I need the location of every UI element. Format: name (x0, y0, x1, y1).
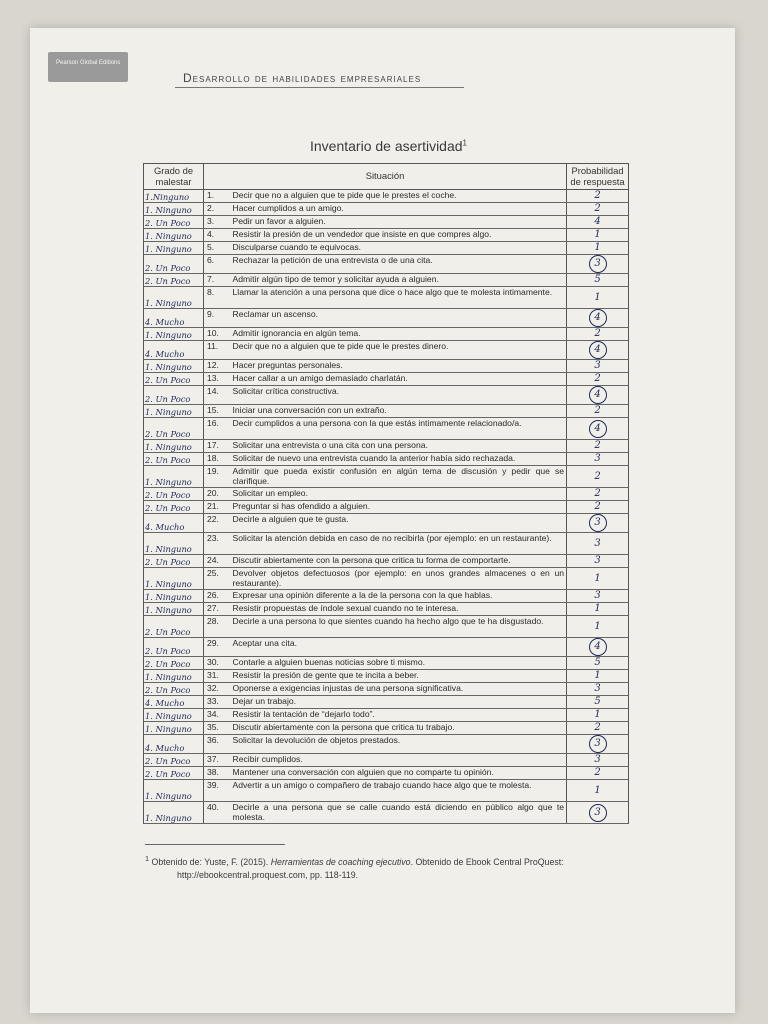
grado-malestar-cell: 2. Un Poco (144, 638, 204, 657)
situation-text: Solicitar de nuevo una entrevista cuando la anterior había sido rechazada. (231, 453, 567, 466)
grado-malestar-cell: 1. Ninguno (144, 802, 204, 824)
table-row (144, 780, 629, 802)
table-row (144, 514, 629, 533)
table-row (144, 203, 629, 216)
probability-value: 2 (594, 501, 601, 513)
probability-cell (567, 555, 629, 568)
page-title: Inventario de asertividad$^1$ (310, 138, 467, 154)
table-row (144, 754, 629, 767)
probability-cell (567, 405, 629, 418)
item-number: 13. (204, 373, 231, 386)
item-number: 25. (204, 568, 231, 590)
circled-probability-value: 4 (589, 420, 607, 438)
table-row (144, 440, 629, 453)
item-number: 39. (204, 780, 231, 802)
publisher-logo (48, 52, 128, 82)
item-number: 12. (204, 360, 231, 373)
circled-probability-value: 4 (589, 386, 607, 404)
probability-cell (567, 616, 629, 638)
item-number: 19. (204, 466, 231, 488)
probability-value: 2 (594, 203, 601, 215)
item-number: 26. (204, 590, 231, 603)
situation-text: Disculparse cuando te equivocas. (231, 242, 567, 255)
probability-value: 5 (594, 274, 601, 286)
probability-value: 2 (594, 328, 601, 340)
grado-malestar-cell: 2. Un Poco (144, 453, 204, 466)
situation-text: Solicitar la atención debida en caso de no recibirla (por ejemplo: en un restaurante). (231, 533, 567, 555)
situation-text: Hacer callar a un amigo demasiado charlatán. (231, 373, 567, 386)
probability-cell (567, 533, 629, 555)
probability-cell (567, 722, 629, 735)
table-row (144, 568, 629, 590)
grado-malestar-cell: 1. Ninguno (144, 780, 204, 802)
item-number: 34. (204, 709, 231, 722)
situation-text: Admitir ignorancia en algún tema. (231, 328, 567, 341)
table-row (144, 255, 629, 274)
grado-malestar-cell: 2. Un Poco (144, 386, 204, 405)
grado-malestar-cell: 2. Un Poco (144, 216, 204, 229)
probability-cell (567, 203, 629, 216)
table-row (144, 501, 629, 514)
grado-malestar-cell: 1. Ninguno (144, 203, 204, 216)
probability-cell (567, 229, 629, 242)
item-number: 27. (204, 603, 231, 616)
table-row (144, 683, 629, 696)
grado-malestar-cell: 1. Ninguno (144, 440, 204, 453)
grado-malestar-cell: 2. Un Poco (144, 501, 204, 514)
table-row (144, 309, 629, 328)
item-number: 20. (204, 488, 231, 501)
item-number: 22. (204, 514, 231, 533)
probability-value: 1 (594, 572, 601, 584)
situation-text: Resistir la presión de un vendedor que insiste en que compres algo. (231, 229, 567, 242)
item-number: 24. (204, 555, 231, 568)
probability-value: 5 (594, 696, 601, 708)
probability-cell (567, 309, 629, 328)
situation-text: Resistir propuestas de índole sexual cuando no te interesa. (231, 603, 567, 616)
probability-cell (567, 735, 629, 754)
situation-text: Solicitar la devolución de objetos prestados. (231, 735, 567, 754)
item-number: 11. (204, 341, 231, 360)
item-number: 23. (204, 533, 231, 555)
table-row (144, 696, 629, 709)
circled-probability-value: 4 (589, 341, 607, 359)
probability-value: 2 (594, 440, 601, 452)
item-number: 1. (204, 190, 231, 203)
table-row (144, 802, 629, 824)
situation-text: Decirle a alguien que te gusta. (231, 514, 567, 533)
header-situacion: Situación (204, 164, 567, 190)
item-number: 36. (204, 735, 231, 754)
table-row (144, 190, 629, 203)
table-row (144, 216, 629, 229)
probability-cell (567, 709, 629, 722)
grado-malestar-cell: 2. Un Poco (144, 754, 204, 767)
situation-text: Decir cumplidos a una persona con la que estás intimamente relacionado/a. (231, 418, 567, 440)
probability-value: 2 (594, 767, 601, 779)
table-row (144, 533, 629, 555)
probability-cell (567, 287, 629, 309)
situation-text: Decirle a una persona lo que sientes cuando ha hecho algo que te ha disgustado. (231, 616, 567, 638)
probability-cell (567, 373, 629, 386)
table-row (144, 466, 629, 488)
situation-text: Dejar un trabajo. (231, 696, 567, 709)
probability-cell (567, 501, 629, 514)
item-number: 8. (204, 287, 231, 309)
footnote-url: http://ebookcentral.proquest.com, pp. 118-119. (177, 869, 359, 880)
assertiveness-inventory-table (143, 163, 629, 824)
situation-text: Contarle a alguien buenas noticias sobre ti mismo. (231, 657, 567, 670)
item-number: 7. (204, 274, 231, 287)
table-row (144, 386, 629, 405)
situation-text: Rechazar la petición de una entrevista o de una cita. (231, 255, 567, 274)
table-row (144, 229, 629, 242)
grado-malestar-cell: 1. Ninguno (144, 328, 204, 341)
grado-malestar-cell: 2. Un Poco (144, 255, 204, 274)
probability-cell (567, 466, 629, 488)
probability-cell (567, 418, 629, 440)
item-number: 28. (204, 616, 231, 638)
probability-value: 3 (594, 754, 601, 766)
probability-value: 4 (594, 216, 601, 228)
grado-malestar-cell: 4. Mucho (144, 309, 204, 328)
table-row (144, 242, 629, 255)
table-row (144, 767, 629, 780)
situation-text: Recibir cumplidos. (231, 754, 567, 767)
table-row (144, 341, 629, 360)
table-row (144, 616, 629, 638)
grado-malestar-cell: 2. Un Poco (144, 767, 204, 780)
probability-value: 2 (594, 405, 601, 417)
situation-text: Llamar la atención a una persona que dice o hace algo que te molesta intimamente. (231, 287, 567, 309)
probability-value: 1 (594, 670, 601, 682)
probability-cell (567, 603, 629, 616)
circled-probability-value: 4 (589, 309, 607, 327)
item-number: 38. (204, 767, 231, 780)
table-row (144, 722, 629, 735)
item-number: 9. (204, 309, 231, 328)
table-row (144, 657, 629, 670)
probability-cell (567, 657, 629, 670)
situation-text: Hacer cumplidos a un amigo. (231, 203, 567, 216)
item-number: 6. (204, 255, 231, 274)
table-row (144, 670, 629, 683)
probability-cell (567, 341, 629, 360)
item-number: 17. (204, 440, 231, 453)
probability-cell (567, 488, 629, 501)
item-number: 30. (204, 657, 231, 670)
item-number: 18. (204, 453, 231, 466)
table-row (144, 709, 629, 722)
situation-text: Pedir un favor a alguien. (231, 216, 567, 229)
probability-cell (567, 683, 629, 696)
situation-text: Resistir la tentación de “dejarlo todo”. (231, 709, 567, 722)
table-row (144, 418, 629, 440)
situation-text: Discutir abiertamente con la persona que critica tu trabajo. (231, 722, 567, 735)
footnote: $^1$ Obtenido de: Yuste, F. (2015). Herramientas de coaching ejecutivo. Obtenido de Ebook Central ProQuest: http://ebookcentral.proquest.com, pp. 118-119. (145, 852, 630, 882)
probability-cell (567, 386, 629, 405)
probability-value: 1 (594, 229, 601, 241)
item-number: 4. (204, 229, 231, 242)
grado-malestar-cell: 4. Mucho (144, 514, 204, 533)
probability-cell (567, 638, 629, 657)
table-row (144, 453, 629, 466)
grado-malestar-cell: 1. Ninguno (144, 287, 204, 309)
probability-cell (567, 514, 629, 533)
probability-value: 3 (594, 537, 601, 549)
probability-cell (567, 802, 629, 824)
probability-cell (567, 216, 629, 229)
table-row (144, 735, 629, 754)
table-row (144, 373, 629, 386)
situation-text: Solicitar una entrevista o una cita con una persona. (231, 440, 567, 453)
probability-value: 3 (594, 590, 601, 602)
course-title: Desarrollo de habilidades empresariales (183, 71, 422, 85)
probability-value: 3 (594, 453, 601, 465)
probability-value: 1 (594, 603, 601, 615)
situation-text: Advertir a un amigo o compañero de trabajo cuando hace algo que te molesta. (231, 780, 567, 802)
situation-text: Mantener una conversación con alguien que no comparte tu opinión. (231, 767, 567, 780)
grado-malestar-cell: 1. Ninguno (144, 590, 204, 603)
situation-text: Hacer preguntas personales. (231, 360, 567, 373)
footnote-divider (145, 844, 285, 845)
situation-text: Devolver objetos defectuosos (por ejemplo: en unos grandes almacenes o en un restaurante). (231, 568, 567, 590)
probability-value: 2 (594, 722, 601, 734)
grado-malestar-cell: 2. Un Poco (144, 555, 204, 568)
item-number: 16. (204, 418, 231, 440)
item-number: 31. (204, 670, 231, 683)
item-number: 15. (204, 405, 231, 418)
item-number: 37. (204, 754, 231, 767)
situation-text: Aceptar una cita. (231, 638, 567, 657)
grado-malestar-cell: 2. Un Poco (144, 418, 204, 440)
table-row (144, 274, 629, 287)
grado-malestar-cell: 1.Ninguno (144, 190, 204, 203)
situation-text: Discutir abiertamente con la persona que critica tu forma de comportarte. (231, 555, 567, 568)
grado-malestar-cell: 4. Mucho (144, 735, 204, 754)
probability-cell (567, 274, 629, 287)
probability-value: 2 (594, 190, 601, 202)
situation-text: Solicitar crítica constructiva. (231, 386, 567, 405)
probability-value: 3 (594, 555, 601, 567)
probability-cell (567, 767, 629, 780)
item-number: 3. (204, 216, 231, 229)
item-number: 29. (204, 638, 231, 657)
grado-malestar-cell: 1. Ninguno (144, 603, 204, 616)
header-divider (175, 87, 464, 88)
probability-value: 1 (594, 291, 601, 303)
probability-value: 2 (594, 373, 601, 385)
item-number: 14. (204, 386, 231, 405)
item-number: 40. (204, 802, 231, 824)
probability-cell (567, 696, 629, 709)
probability-cell (567, 670, 629, 683)
probability-cell (567, 453, 629, 466)
table-row (144, 590, 629, 603)
circled-probability-value: 4 (589, 638, 607, 656)
situation-text: Decirle a una persona que se calle cuando está diciendo en público algo que te molesta. (231, 802, 567, 824)
item-number: 32. (204, 683, 231, 696)
item-number: 2. (204, 203, 231, 216)
probability-value: 3 (594, 683, 601, 695)
grado-malestar-cell: 2. Un Poco (144, 488, 204, 501)
item-number: 5. (204, 242, 231, 255)
grado-malestar-cell: 2. Un Poco (144, 657, 204, 670)
grado-malestar-cell: 1. Ninguno (144, 229, 204, 242)
circled-probability-value: 3 (589, 804, 607, 822)
situation-text: Admitir que pueda existir confusión en algún tema de discusión y pedir que se clarifique. (231, 466, 567, 488)
grado-malestar-cell: 2. Un Poco (144, 616, 204, 638)
table-row (144, 603, 629, 616)
table-row (144, 360, 629, 373)
probability-cell (567, 242, 629, 255)
situation-text: Resistir la presión de gente que te incita a beber. (231, 670, 567, 683)
header-probabilidad: Probabilidad de respuesta (567, 164, 629, 190)
grado-malestar-cell: 1. Ninguno (144, 568, 204, 590)
table-row (144, 488, 629, 501)
table-row (144, 328, 629, 341)
grado-malestar-cell: 2. Un Poco (144, 683, 204, 696)
grado-malestar-cell: 1. Ninguno (144, 405, 204, 418)
probability-cell (567, 568, 629, 590)
table-row (144, 287, 629, 309)
situation-text: Solicitar un empleo. (231, 488, 567, 501)
probability-cell (567, 440, 629, 453)
situation-text: Iniciar una conversación con un extraño. (231, 405, 567, 418)
situation-text: Preguntar si has ofendido a alguien. (231, 501, 567, 514)
circled-probability-value: 3 (589, 735, 607, 753)
grado-malestar-cell: 1. Ninguno (144, 709, 204, 722)
grado-malestar-cell: 1. Ninguno (144, 533, 204, 555)
situation-text: Reclamar un ascenso. (231, 309, 567, 328)
grado-malestar-cell: 2. Un Poco (144, 274, 204, 287)
probability-value: 5 (594, 657, 601, 669)
item-number: 33. (204, 696, 231, 709)
probability-cell (567, 255, 629, 274)
item-number: 21. (204, 501, 231, 514)
probability-cell (567, 754, 629, 767)
logo-text: Pearson Global Editions (56, 60, 121, 66)
item-number: 10. (204, 328, 231, 341)
situation-text: Expresar una opinión diferente a la de la persona con la que hablas. (231, 590, 567, 603)
probability-value: 1 (594, 620, 601, 632)
circled-probability-value: 3 (589, 514, 607, 532)
probability-cell (567, 590, 629, 603)
grado-malestar-cell: 4. Mucho (144, 696, 204, 709)
item-number: 35. (204, 722, 231, 735)
header-grado: Grado de malestar (144, 164, 204, 190)
footnote-mark: 1 (145, 854, 150, 863)
probability-value: 2 (594, 488, 601, 500)
circled-probability-value: 3 (589, 255, 607, 273)
title-footnote-mark: 1 (462, 138, 467, 148)
probability-cell (567, 360, 629, 373)
table-row (144, 638, 629, 657)
probability-cell (567, 780, 629, 802)
table-row (144, 405, 629, 418)
grado-malestar-cell: 2. Un Poco (144, 373, 204, 386)
probability-cell (567, 328, 629, 341)
situation-text: Decir que no a alguien que te pide que le prestes el coche. (231, 190, 567, 203)
grado-malestar-cell: 1. Ninguno (144, 242, 204, 255)
situation-text: Admitir algún tipo de temor y solicitar ayuda a alguien. (231, 274, 567, 287)
grado-malestar-cell: 1. Ninguno (144, 466, 204, 488)
probability-value: 1 (594, 242, 601, 254)
probability-value: 3 (594, 360, 601, 372)
situation-text: Oponerse a exigencias injustas de una persona significativa. (231, 683, 567, 696)
table-row (144, 555, 629, 568)
probability-value: 2 (594, 470, 601, 482)
probability-value: 1 (594, 709, 601, 721)
grado-malestar-cell: 1. Ninguno (144, 360, 204, 373)
grado-malestar-cell: 1. Ninguno (144, 670, 204, 683)
probability-value: 1 (594, 784, 601, 796)
grado-malestar-cell: 4. Mucho (144, 341, 204, 360)
situation-text: Decir que no a alguien que te pide que le prestes dinero. (231, 341, 567, 360)
probability-cell (567, 190, 629, 203)
grado-malestar-cell: 1. Ninguno (144, 722, 204, 735)
